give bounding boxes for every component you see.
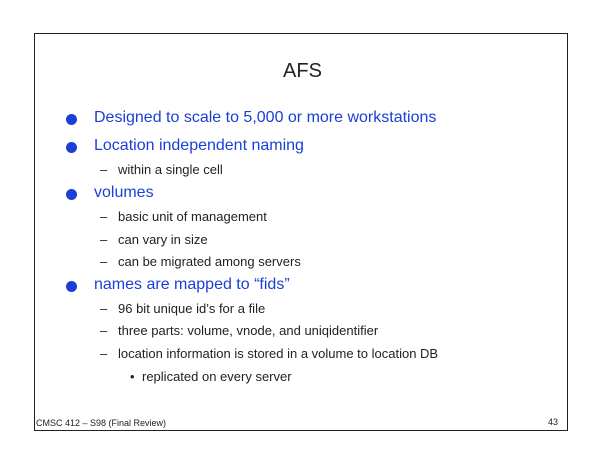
sub-bullet-96-bit [100,301,265,316]
bullet-dot [66,142,77,153]
bullet-dot [66,281,77,292]
bullet-designed-to-scale: Designed to scale to 5,000 or more workstations [94,109,437,126]
bullet-volumes: volumes [94,184,154,201]
dash-marker: – [100,232,108,247]
sub-bullet-text: 96 bit unique id’s for a file [118,301,266,316]
sub-bullet-vary-size [100,232,208,247]
sub-bullet-three-parts [100,323,378,338]
dash-marker: – [100,346,108,361]
sub-bullet-location-info [100,346,438,361]
sub-bullet-text: can be migrated among servers [118,254,301,269]
sub-bullet-text: basic unit of management [118,209,267,224]
bullet-dot [66,114,77,125]
sub-bullet-text: can vary in size [118,232,208,247]
bullet-names-mapped-fids: names are mapped to “fids” [94,276,290,293]
sub-sub-bullet-replicated [130,369,292,384]
bullet-dot [66,189,77,200]
sub-bullet-text: location information is stored in a volume to location DB [118,346,439,361]
dot-marker: • [130,369,135,384]
sub-sub-bullet-text: replicated on every server [142,369,292,384]
bullet-location-independent-naming: Location independent naming [94,137,304,154]
sub-bullet-text: three parts: volume, vnode, and uniqidentifier [118,323,379,338]
dash-marker: – [100,162,108,177]
sub-bullet-migrated [100,254,301,269]
dash-marker: – [100,209,108,224]
sub-bullet-basic-unit [100,209,267,224]
sub-bullet-text: within a single cell [118,162,223,177]
footer-course-label: CMSC 412 – S98 (Final Review) [36,418,167,428]
dash-marker: – [100,254,108,269]
footer-page-number: 43 [548,417,559,427]
dash-marker: – [100,323,108,338]
sub-bullet-within-cell [100,162,223,177]
slide-title: AFS [283,60,322,82]
dash-marker: – [100,301,108,316]
